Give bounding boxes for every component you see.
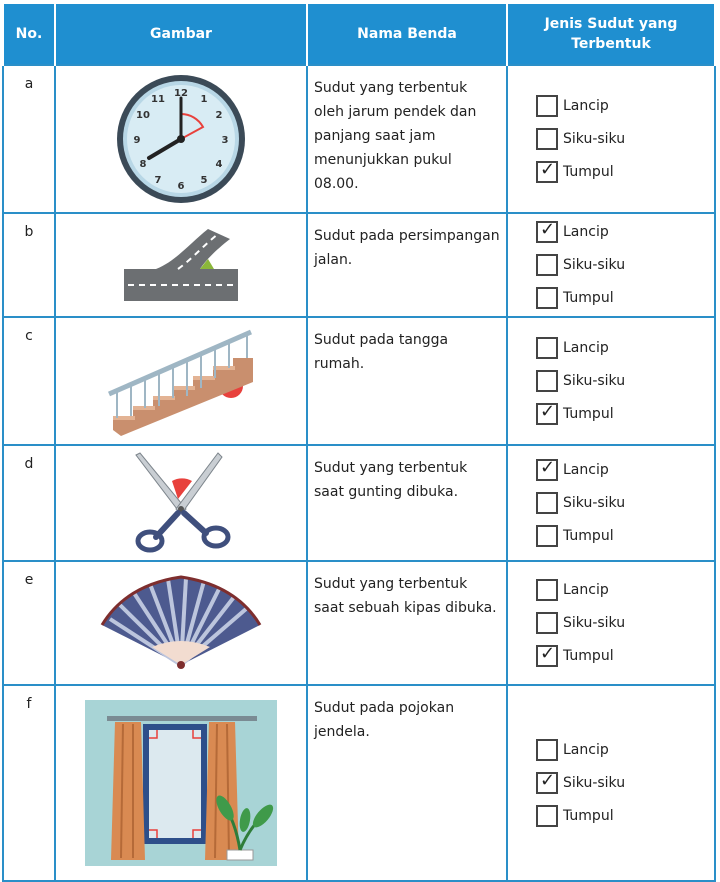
option-lancip[interactable]: Lancip [508, 90, 714, 123]
clock-number: 9 [133, 135, 141, 146]
header-row [3, 4, 715, 65]
header-no: No. [3, 4, 55, 65]
option-siku-siku[interactable]: Siku-siku [508, 365, 714, 398]
checkbox[interactable] [536, 805, 558, 827]
option-siku-siku[interactable]: Siku-siku [508, 487, 714, 520]
header-jenis: Jenis Sudut yang Terbentuk [507, 4, 715, 65]
check-icon: ✓ [540, 457, 556, 478]
checkbox[interactable] [536, 370, 558, 392]
row-number: b [24, 224, 34, 240]
checkbox[interactable] [536, 645, 558, 667]
object-description: Sudut yang terbentuk oleh jarum pendek dan panjang saat jam menunjukkan pukul 08.00. [314, 80, 477, 192]
row-number: a [24, 76, 34, 92]
option-tumpul[interactable]: ✓ Tumpul [508, 156, 714, 189]
option-tumpul[interactable]: ✓ Tumpul [508, 640, 714, 673]
check-icon: ✓ [540, 219, 556, 240]
header-gambar: Gambar [55, 4, 307, 65]
object-description: Sudut pada tangga rumah. [314, 332, 449, 372]
row-number: e [24, 572, 34, 588]
object-description: Sudut pada persimpangan jalan. [314, 228, 500, 268]
check-icon: ✓ [540, 401, 556, 422]
checkbox[interactable] [536, 254, 558, 276]
option-siku-siku[interactable]: Siku-siku [508, 123, 714, 156]
table-row [3, 561, 715, 685]
road-junction-image [116, 225, 246, 305]
clock-number: 6 [177, 181, 185, 192]
object-description: Sudut yang terbentuk saat sebuah kipas dibuka. [314, 576, 497, 616]
object-description: Sudut pada pojokan jendela. [314, 700, 455, 740]
option-tumpul[interactable]: Tumpul [508, 282, 714, 315]
check-icon: ✓ [540, 643, 556, 664]
header-nama: Nama Benda [307, 4, 507, 65]
checkbox[interactable] [536, 128, 558, 150]
checkbox[interactable] [536, 95, 558, 117]
option-lancip[interactable]: ✓ Lancip [508, 454, 714, 487]
clock-number: 8 [139, 159, 147, 170]
checkbox[interactable] [536, 161, 558, 183]
checkbox[interactable] [536, 337, 558, 359]
option-siku-siku[interactable]: Siku-siku [508, 249, 714, 282]
checkbox[interactable] [536, 772, 558, 794]
clock-number: 7 [154, 175, 162, 186]
clock-number: 10 [136, 110, 150, 121]
option-lancip[interactable]: ✓ Lancip [508, 216, 714, 249]
clock-number: 1 [200, 94, 208, 105]
clock-number: 2 [215, 110, 223, 121]
angle-table [2, 4, 716, 882]
option-siku-siku[interactable]: ✓ Siku-siku [508, 767, 714, 800]
table-row [3, 213, 715, 317]
option-lancip[interactable]: Lancip [508, 734, 714, 767]
checkbox[interactable] [536, 459, 558, 481]
clock-number: 12 [174, 88, 188, 99]
clock-number: 5 [200, 175, 208, 186]
checkbox[interactable] [536, 612, 558, 634]
check-icon: ✓ [540, 770, 556, 791]
checkbox[interactable] [536, 492, 558, 514]
option-tumpul[interactable]: Tumpul [508, 520, 714, 553]
check-icon: ✓ [540, 159, 556, 180]
row-number: c [25, 328, 33, 344]
hand-fan-image [96, 573, 266, 673]
checkbox[interactable] [536, 579, 558, 601]
clock-image [111, 72, 251, 206]
table-row [3, 445, 715, 561]
option-tumpul[interactable]: ✓ Tumpul [508, 398, 714, 431]
clock-number: 3 [221, 135, 229, 146]
checkbox[interactable] [536, 525, 558, 547]
clock-number: 11 [151, 94, 165, 105]
object-description: Sudut yang terbentuk saat gunting dibuka. [314, 460, 468, 500]
checkbox[interactable] [536, 287, 558, 309]
option-lancip[interactable]: Lancip [508, 332, 714, 365]
checkbox[interactable] [536, 221, 558, 243]
table-row [3, 317, 715, 445]
option-tumpul[interactable]: Tumpul [508, 800, 714, 833]
row-number: f [26, 696, 32, 712]
table-row [3, 65, 715, 213]
table-row [3, 685, 715, 881]
row-number: d [24, 456, 34, 472]
checkbox[interactable] [536, 403, 558, 425]
scissors-image [126, 451, 236, 555]
staircase-image [101, 326, 261, 436]
window-image [85, 700, 277, 866]
clock-number: 4 [215, 159, 223, 170]
option-siku-siku[interactable]: Siku-siku [508, 607, 714, 640]
checkbox[interactable] [536, 739, 558, 761]
option-lancip[interactable]: Lancip [508, 574, 714, 607]
